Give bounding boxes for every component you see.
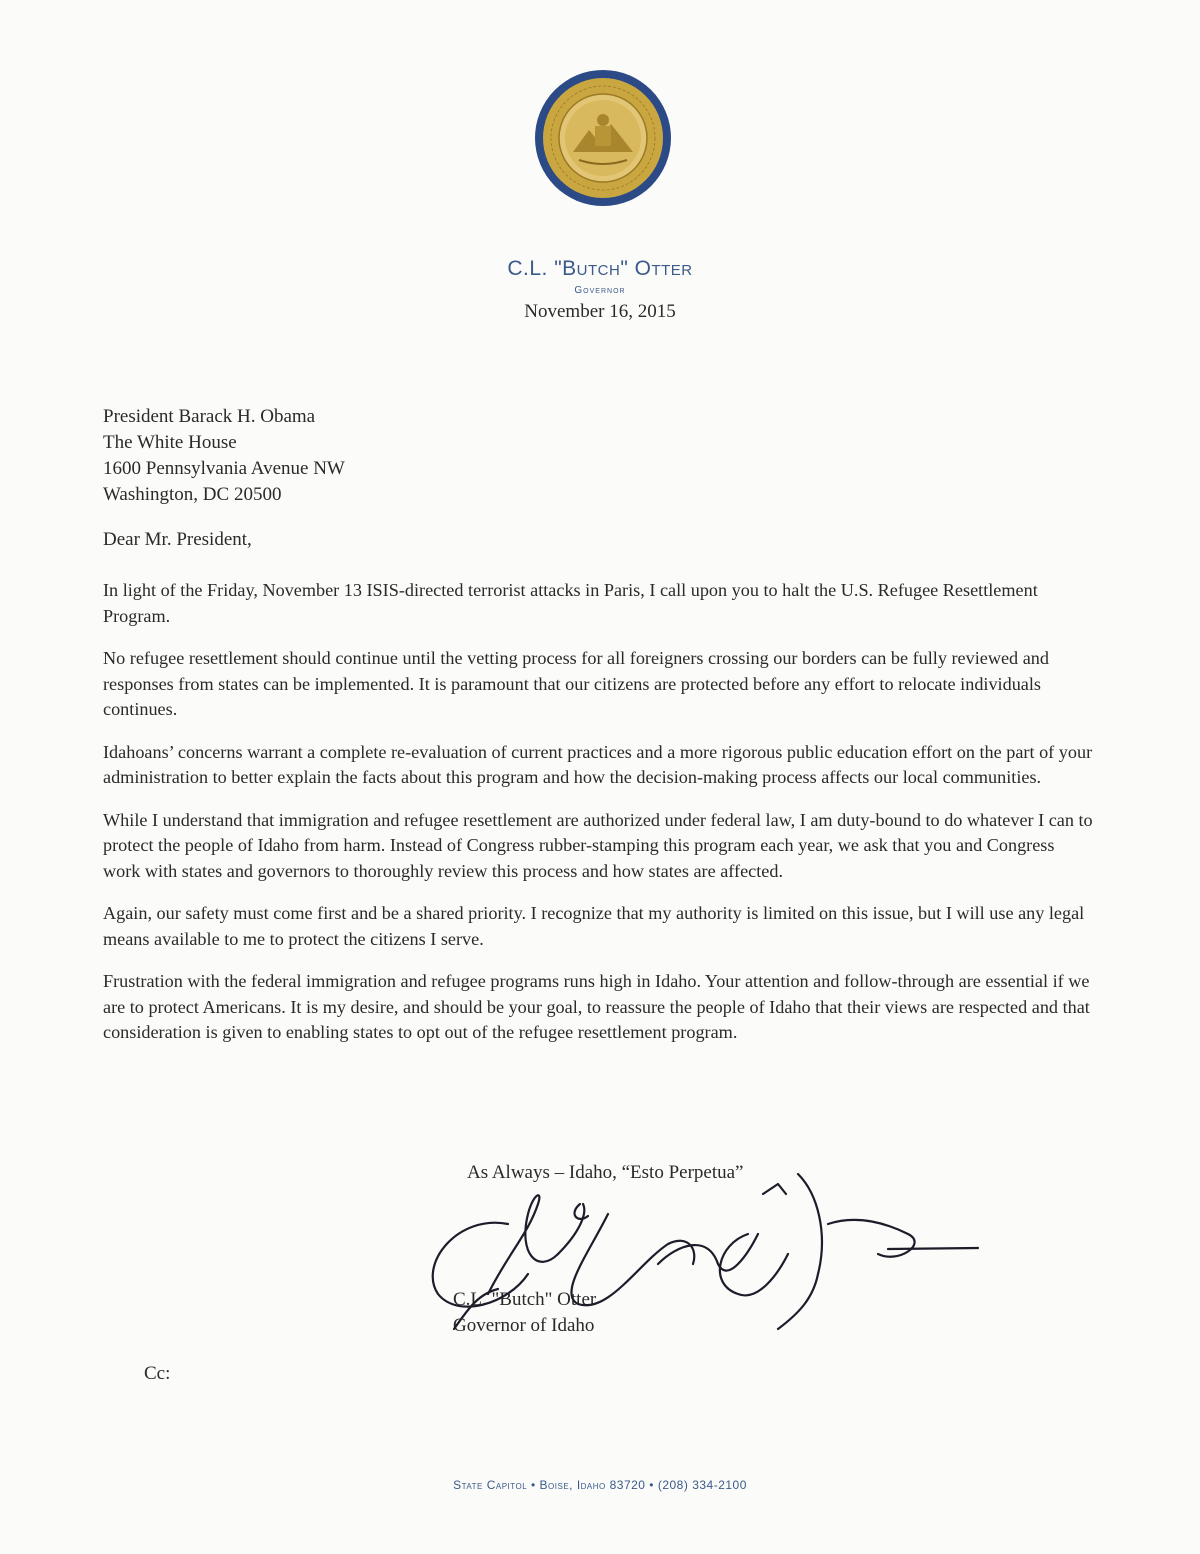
salutation: Dear Mr. President, (103, 529, 252, 550)
body-paragraph: Frustration with the federal immigration and refugee programs runs high in Idaho. Your attention and follow-through are essential if we are to protect Americans. It is my desire, and should be your goal, to reassure the people of Idaho that their views are respected and that consideration is given to enabling states to opt out of the refugee resettlement program. (103, 971, 1090, 1042)
body-paragraph: In light of the Friday, November 13 ISIS-directed terrorist attacks in Paris, I call upon you to halt the U.S. Refugee Resettlement Program. (103, 580, 1038, 626)
body-paragraph: While I understand that immigration and refugee resettlement are authorized under federal law, I am duty-bound to do whatever I can to protect the people of Idaho from harm. Instead of Congress rubber-stamping this program each year, we ask that you and Congress work with states and governors to thoroughly review this process and how states are affected. (103, 809, 1093, 881)
letter-body (103, 578, 1093, 1063)
letter-date: November 16, 2015 (524, 301, 676, 322)
recipient-address (103, 404, 345, 508)
handwritten-signature (418, 1154, 988, 1334)
closing-line: As Always – Idaho, “Esto Perpetua” (467, 1162, 744, 1183)
governor-title: Governor (574, 285, 626, 296)
body-paragraph: Again, our safety must come first and be a shared priority. I recognize that my authority is limited on this issue, but I will use any legal means available to me to protect the citizens I serve. (103, 903, 1085, 949)
body-paragraph: Idahoans’ concerns warrant a complete re-evaluation of current practices and a more rigorous public education effort on the part of your administration to better explain the facts about this program and how the decision-making process affects our local communities. (103, 741, 1093, 787)
address-line: President Barack H. Obama (103, 406, 316, 427)
address-line: The White House (103, 432, 237, 453)
cc-label: Cc: (144, 1363, 171, 1384)
governor-name: C.L. "Butch" Otter (507, 257, 693, 280)
signer-title: Governor of Idaho (453, 1315, 595, 1336)
address-line: 1600 Pennsylvania Avenue NW (103, 458, 345, 479)
letterhead (0, 256, 1200, 298)
state-seal-icon (533, 68, 673, 208)
address-line: Washington, DC 20500 (103, 484, 282, 505)
footer-address: State Capitol • Boise, Idaho 83720 • (208) 334-2100 (453, 1478, 747, 1492)
body-paragraph: No refugee resettlement should continue until the vetting process for all foreigners crossing our borders can be fully reviewed and responses from states can be implemented. It is paramount that our citizens are protected before any effort to relocate individuals continues. (103, 648, 1049, 719)
signer-name: C.L. "Butch" Otter (453, 1289, 597, 1310)
